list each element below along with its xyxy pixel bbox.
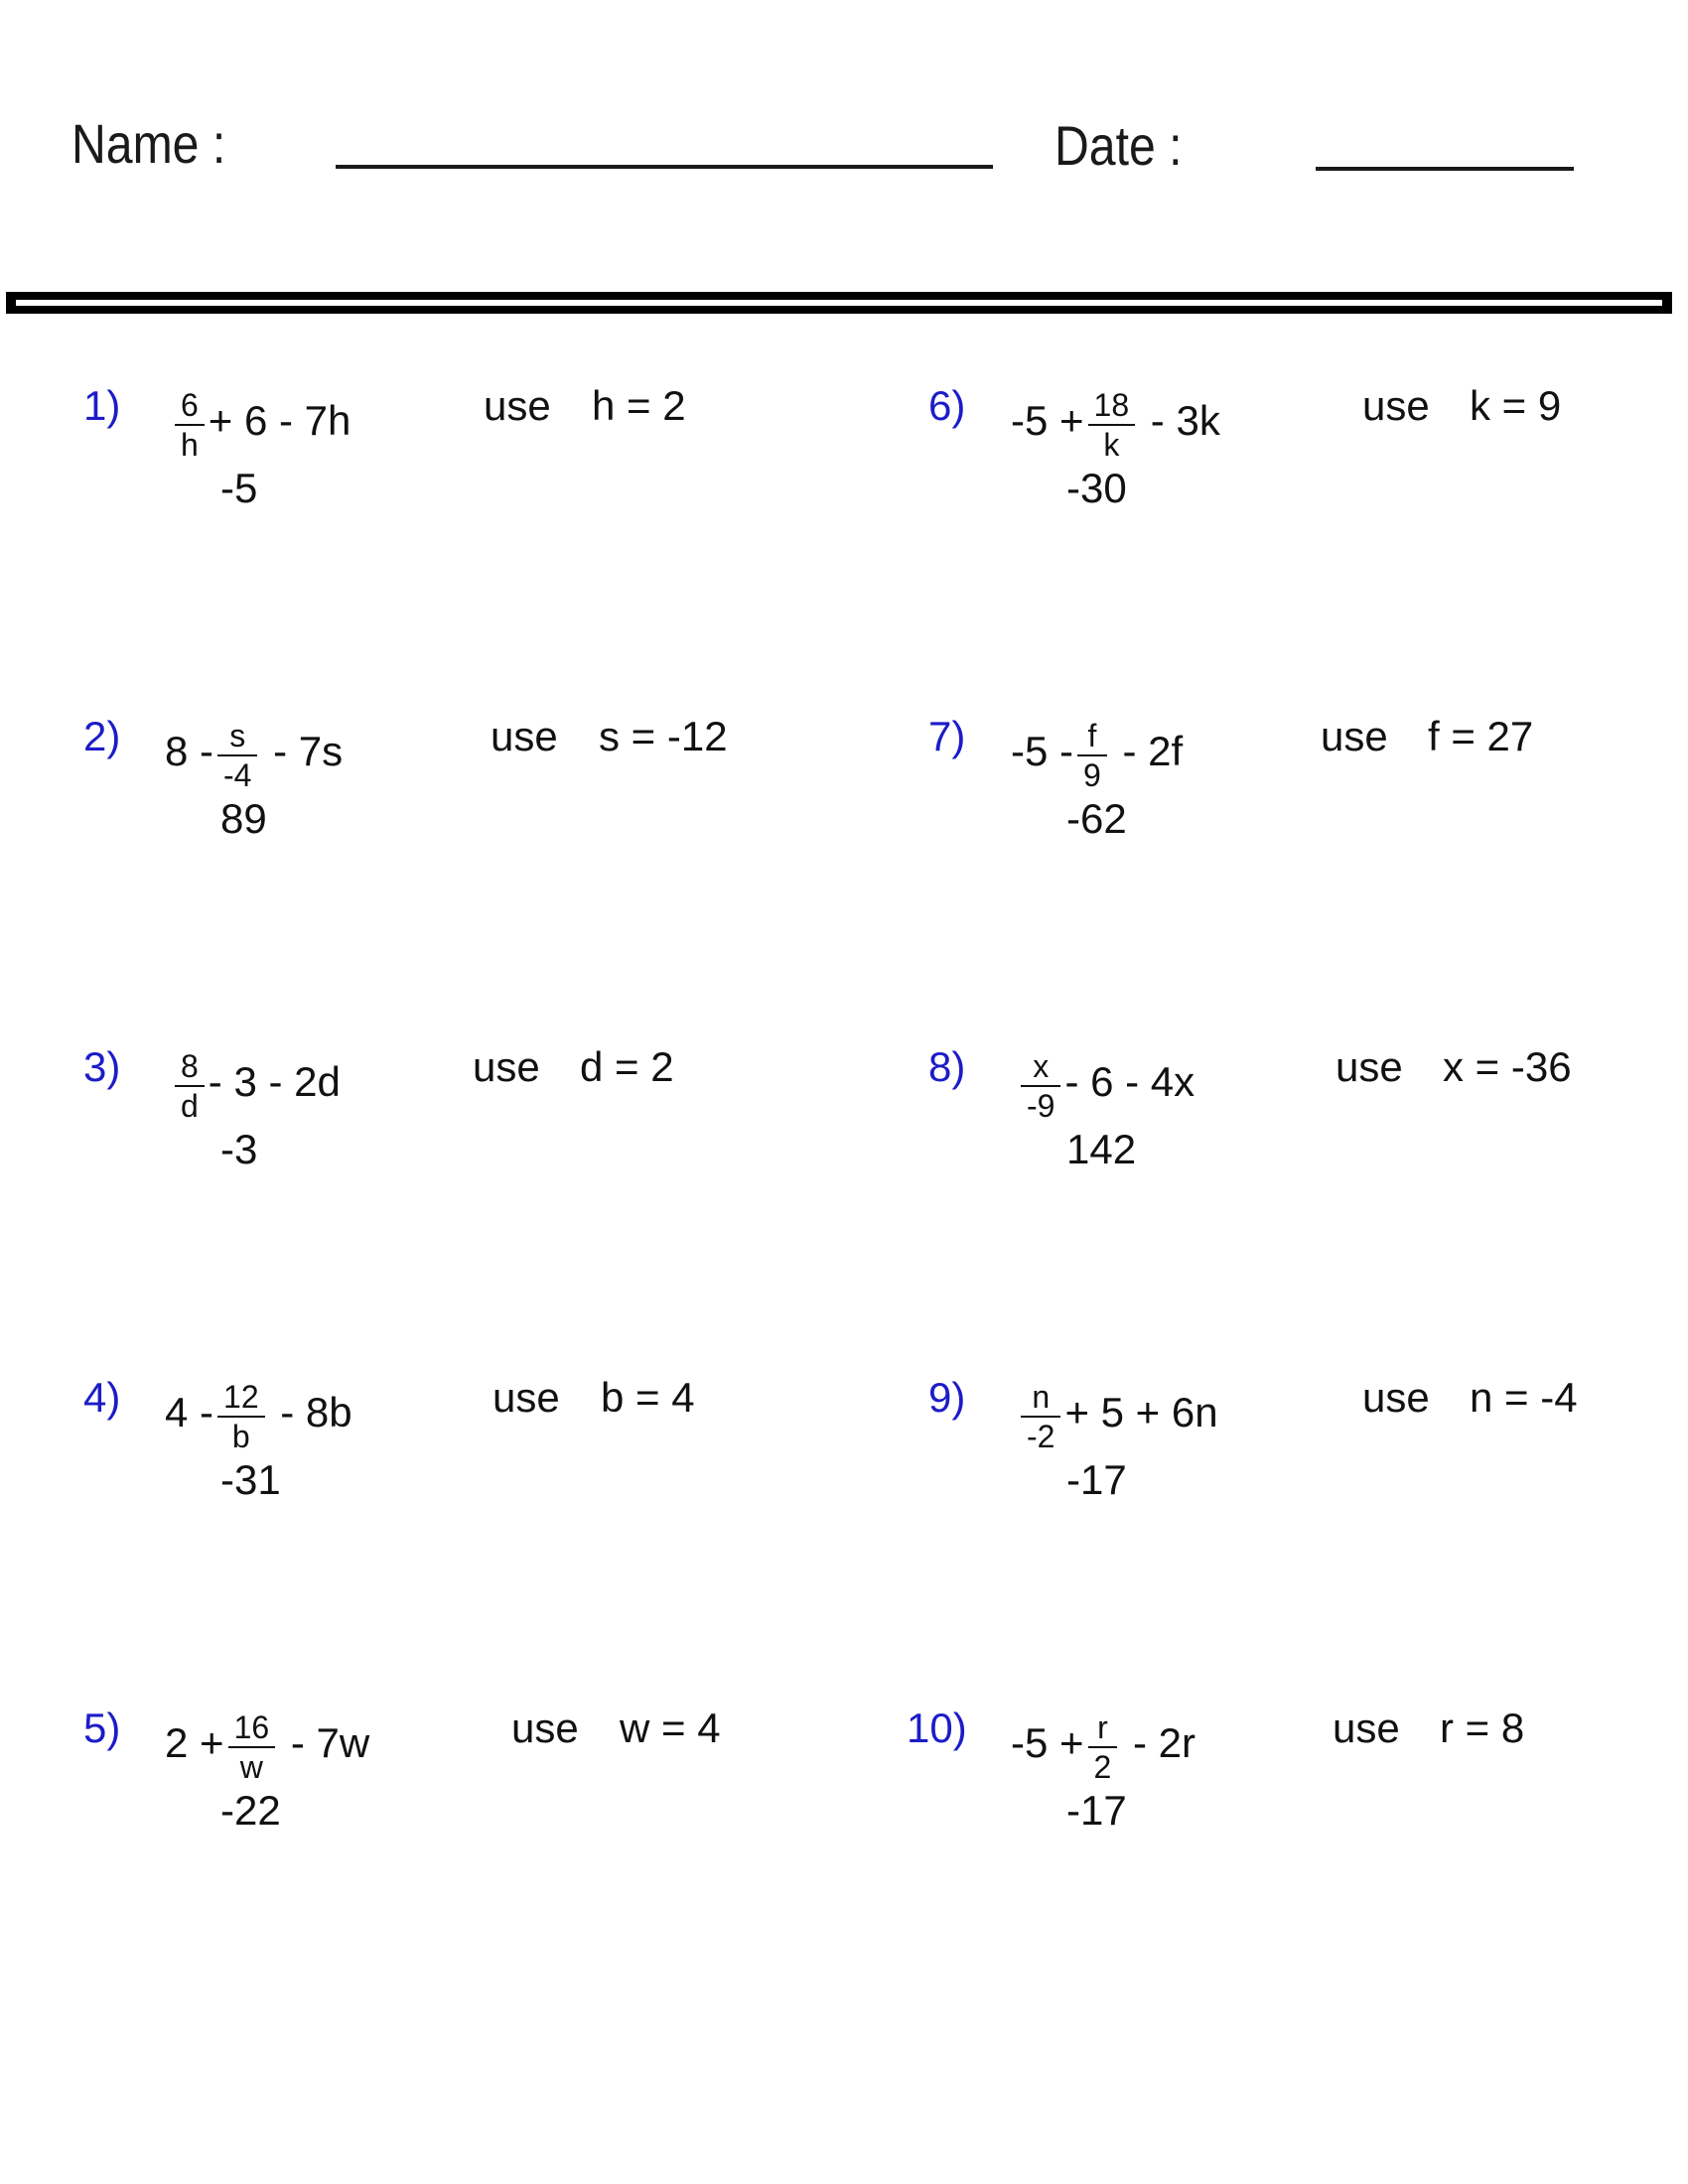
problem-number: 8) xyxy=(928,1043,966,1090)
problem-10 xyxy=(0,1705,1525,1837)
numerator: 16 xyxy=(233,1709,270,1745)
expr-post: - 7w xyxy=(279,1719,370,1766)
numerator: r xyxy=(1097,1709,1108,1745)
use-word: use xyxy=(511,1705,579,1751)
expression xyxy=(1017,1377,1218,1454)
fraction-bar xyxy=(1088,1746,1118,1748)
problem-number: 9) xyxy=(928,1374,966,1421)
numerator: n xyxy=(1032,1379,1051,1415)
use-word: use xyxy=(492,1374,560,1421)
denominator: w xyxy=(239,1749,263,1785)
expr-post: - 7s xyxy=(261,728,344,774)
answer: -31 xyxy=(220,1456,281,1503)
expr-post: - 8b xyxy=(268,1389,352,1435)
expression xyxy=(1011,385,1220,463)
denominator: -9 xyxy=(1027,1088,1055,1124)
problem-7 xyxy=(0,713,1534,845)
expr-pre: -5 - xyxy=(1011,728,1073,774)
fraction xyxy=(1021,1381,1060,1452)
denominator: -4 xyxy=(223,757,252,793)
problem-number: 1) xyxy=(83,382,121,429)
expr-post: - 3k xyxy=(1139,397,1220,444)
given-value: r = 8 xyxy=(1440,1705,1525,1751)
expr-post: - 2r xyxy=(1121,1719,1196,1766)
problem-number: 2) xyxy=(83,713,121,759)
problem-number: 4) xyxy=(83,1374,121,1421)
given-value: k = 9 xyxy=(1470,382,1562,429)
expression xyxy=(1011,1707,1196,1785)
numerator: f xyxy=(1087,718,1097,753)
fraction-bar xyxy=(1088,424,1136,426)
denominator: 2 xyxy=(1093,1749,1112,1785)
given-value: h = 2 xyxy=(592,382,686,429)
answer: 89 xyxy=(220,795,267,842)
given-value: d = 2 xyxy=(580,1043,674,1090)
denominator: 9 xyxy=(1083,757,1101,793)
given-value: s = -12 xyxy=(599,713,728,759)
problem-number: 7) xyxy=(928,713,966,759)
problem-number: 10) xyxy=(907,1705,967,1751)
expr-post: - 3 - 2d xyxy=(208,1058,341,1105)
denominator: h xyxy=(181,427,199,463)
use-word: use xyxy=(491,713,558,759)
answer: 142 xyxy=(1066,1126,1137,1172)
use-word: use xyxy=(1362,1374,1430,1421)
rule-inner-gap xyxy=(16,300,1662,306)
fraction xyxy=(1088,389,1136,461)
given-value: x = -36 xyxy=(1443,1043,1572,1090)
problem-6 xyxy=(0,382,1562,514)
answer: -22 xyxy=(220,1787,281,1834)
expr-post: - 6 - 4x xyxy=(1064,1058,1196,1105)
problem-number: 3) xyxy=(83,1043,121,1090)
answer: -3 xyxy=(220,1126,258,1172)
date-label: Date : xyxy=(1055,114,1183,177)
given-value: w = 4 xyxy=(620,1705,721,1751)
given-value: b = 4 xyxy=(601,1374,695,1421)
name-field-line[interactable] xyxy=(336,165,993,169)
use-word: use xyxy=(1333,1705,1400,1751)
given-value: f = 27 xyxy=(1428,713,1534,759)
fraction xyxy=(1077,720,1107,791)
expression xyxy=(1011,716,1184,793)
fraction-bar xyxy=(1077,754,1107,756)
numerator: 6 xyxy=(181,387,199,423)
denominator: k xyxy=(1103,427,1120,463)
fraction-bar xyxy=(1021,1085,1060,1087)
denominator: b xyxy=(231,1419,250,1454)
numerator: 12 xyxy=(223,1379,259,1415)
use-word: use xyxy=(473,1043,540,1090)
answer: -5 xyxy=(220,465,258,511)
expr-pre: 2 + xyxy=(165,1719,224,1766)
expr-pre: 4 - xyxy=(165,1389,214,1435)
expression xyxy=(1017,1046,1196,1124)
problem-number: 6) xyxy=(928,382,966,429)
fraction xyxy=(1021,1050,1060,1122)
date-field-line[interactable] xyxy=(1316,167,1574,171)
name-label: Name : xyxy=(71,112,226,175)
expr-pre: -5 + xyxy=(1011,397,1084,444)
use-word: use xyxy=(1362,382,1430,429)
denominator: -2 xyxy=(1027,1419,1055,1454)
use-word: use xyxy=(1321,713,1388,759)
fraction-bar xyxy=(1021,1416,1060,1418)
numerator: x xyxy=(1033,1048,1050,1084)
expr-pre: -5 + xyxy=(1011,1719,1084,1766)
given-value: n = -4 xyxy=(1470,1374,1578,1421)
expr-post: + 6 - 7h xyxy=(208,397,352,444)
expr-post: + 5 + 6n xyxy=(1064,1389,1218,1435)
numerator: 8 xyxy=(181,1048,199,1084)
fraction xyxy=(1088,1711,1118,1783)
problem-8 xyxy=(0,1043,1572,1175)
expr-pre: 8 - xyxy=(165,728,214,774)
answer: -17 xyxy=(1066,1787,1127,1834)
expr-post: - 2f xyxy=(1110,728,1184,774)
use-word: use xyxy=(484,382,551,429)
header-double-rule xyxy=(6,292,1672,314)
use-word: use xyxy=(1336,1043,1403,1090)
numerator: s xyxy=(229,718,246,753)
problem-9 xyxy=(0,1374,1578,1506)
answer: -30 xyxy=(1066,465,1127,511)
numerator: 18 xyxy=(1093,387,1130,423)
problem-number: 5) xyxy=(83,1705,121,1751)
denominator: d xyxy=(181,1088,199,1124)
answer: -17 xyxy=(1066,1456,1127,1503)
answer: -62 xyxy=(1066,795,1127,842)
